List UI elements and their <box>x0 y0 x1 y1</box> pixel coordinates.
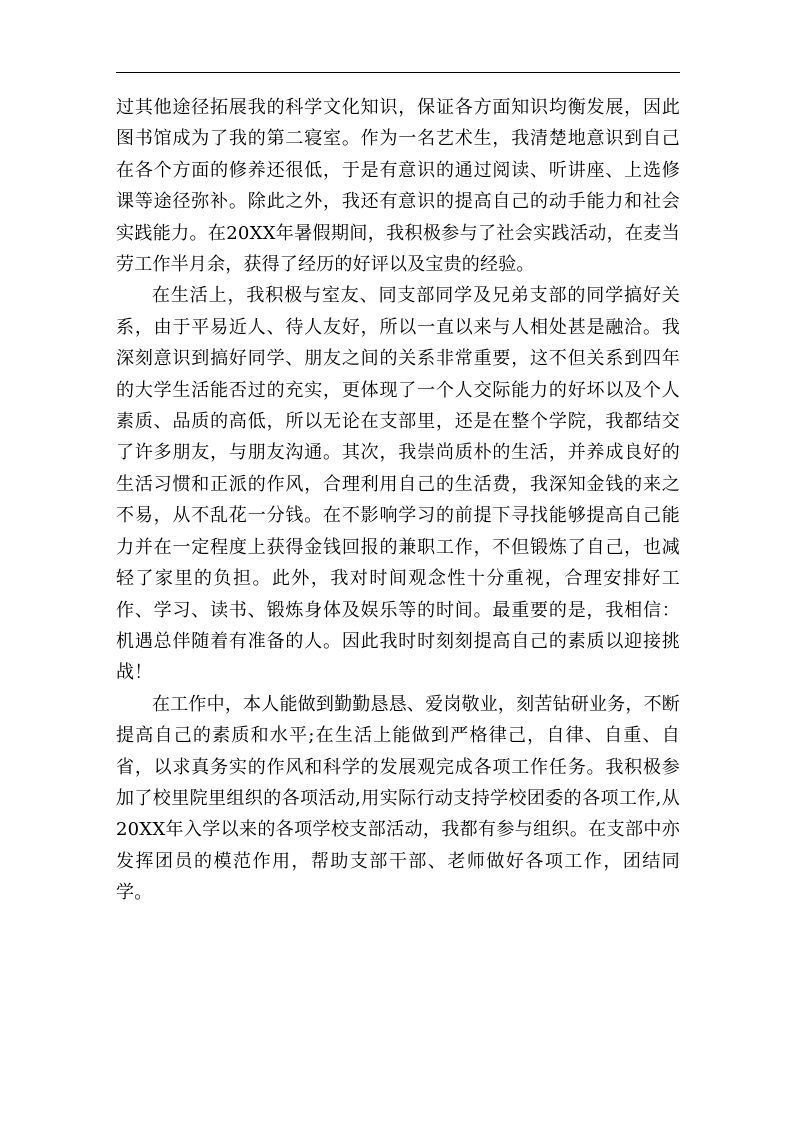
paragraph-continuation: 过其他途径拓展我的科学文化知识，保证各方面知识均衡发展，因此图书馆成为了我的第二寝室。作为一名艺术生，我清楚地意识到自己在各个方面的修养还很低，于是有意识的通过阅读、听讲座、上选修课等途径弥补。除此之外，我还有意识的提高自己的动手能力和社会实践能力。在20XX年暑假期间，我积极参与了社会实践活动，在麦当劳工作半月余，获得了经历的好评以及宝贵的经验。 <box>116 97 680 276</box>
document-body <box>116 92 680 909</box>
paragraph-work: 在工作中，本人能做到勤勤恳恳、爱岗敬业，刻苦钻研业务，不断提高自己的素质和水平;在生活上能做到严格律己，自律、自重、自省，以求真务实的作风和科学的发展观完成各项工作任务。我积极参加了校里院里组织的各项活动,用实际行动支持学校团委的各项工作,从20XX年入学以来的各项学校支部活动，我都有参与组织。在支部中亦发挥团员的模范作用，帮助支部干部、老师做好各项工作，团结同学。 <box>116 693 680 904</box>
header-rule <box>116 72 680 73</box>
paragraph-life: 在生活上，我积极与室友、同支部同学及兄弟支部的同学搞好关系，由于平易近人、待人友好，所以一直以来与人相处甚是融洽。我深刻意识到搞好同学、朋友之间的关系非常重要，这不但关系到四年的大学生活能否过的充实，更体现了一个人交际能力的好坏以及个人素质、品质的高低，所以无论在支部里，还是在整个学院，我都结交了许多朋友，与朋友沟通。其次，我崇尚质朴的生活，并养成良好的生活习惯和正派的作风，合理利用自己的生活费，我深知金钱的来之不易，从不乱花一分钱。在不影响学习的前提下寻找能够提高自己能力并在一定程度上获得金钱回报的兼职工作，不但锻炼了自己，也减轻了家里的负担。此外，我对时间观念性十分重视，合理安排好工作、学习、读书、锻炼身体及娱乐等的时间。最重要的是，我相信：机遇总伴随着有准备的人。因此我时时刻刻提高自己的素质以迎接挑战！ <box>116 285 680 684</box>
